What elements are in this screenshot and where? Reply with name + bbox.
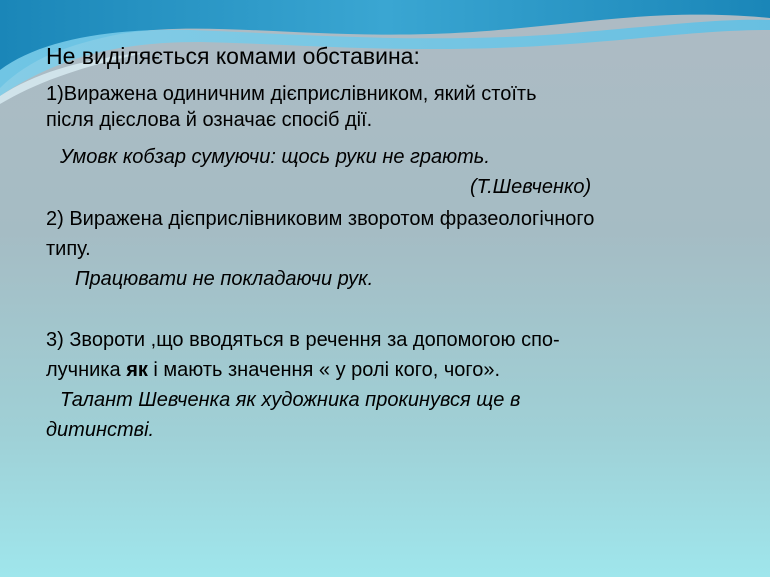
rule-2-line-2: типу. xyxy=(46,238,91,260)
example-2: Працювати не покладаючи рук. xyxy=(75,268,374,290)
rule-3-line-2-start: лучника xyxy=(46,359,127,381)
slide-heading: Не виділяється комами обставина: xyxy=(46,43,420,69)
rule-3-line-2 xyxy=(46,358,500,382)
rule-2-line-1: 2) Виражена дієприслівниковим зворотом фразеологічного xyxy=(46,208,595,230)
rule-3-line-2-end: і мають значення « у ролі кого, чого». xyxy=(147,359,501,381)
example-3-line-2: дитинстві. xyxy=(46,419,155,441)
example-1: Умовк кобзар сумуючи: щось руки не грають. xyxy=(60,146,490,168)
rule-3-line-1: 3) Звороти ,що вводяться в речення за допомогою спо- xyxy=(46,329,560,351)
example-3-line-1: Талант Шевченка як художника прокинувся ще в xyxy=(60,389,521,411)
rule-1-line-1: 1)Виражена одиничним дієприслівником, який стоїть xyxy=(46,83,537,105)
rule-1-line-2: після дієслова й означає спосіб дії. xyxy=(46,109,373,131)
example-1-author: (Т.Шевченко) xyxy=(470,176,592,198)
keyword-yak: як xyxy=(126,359,148,381)
